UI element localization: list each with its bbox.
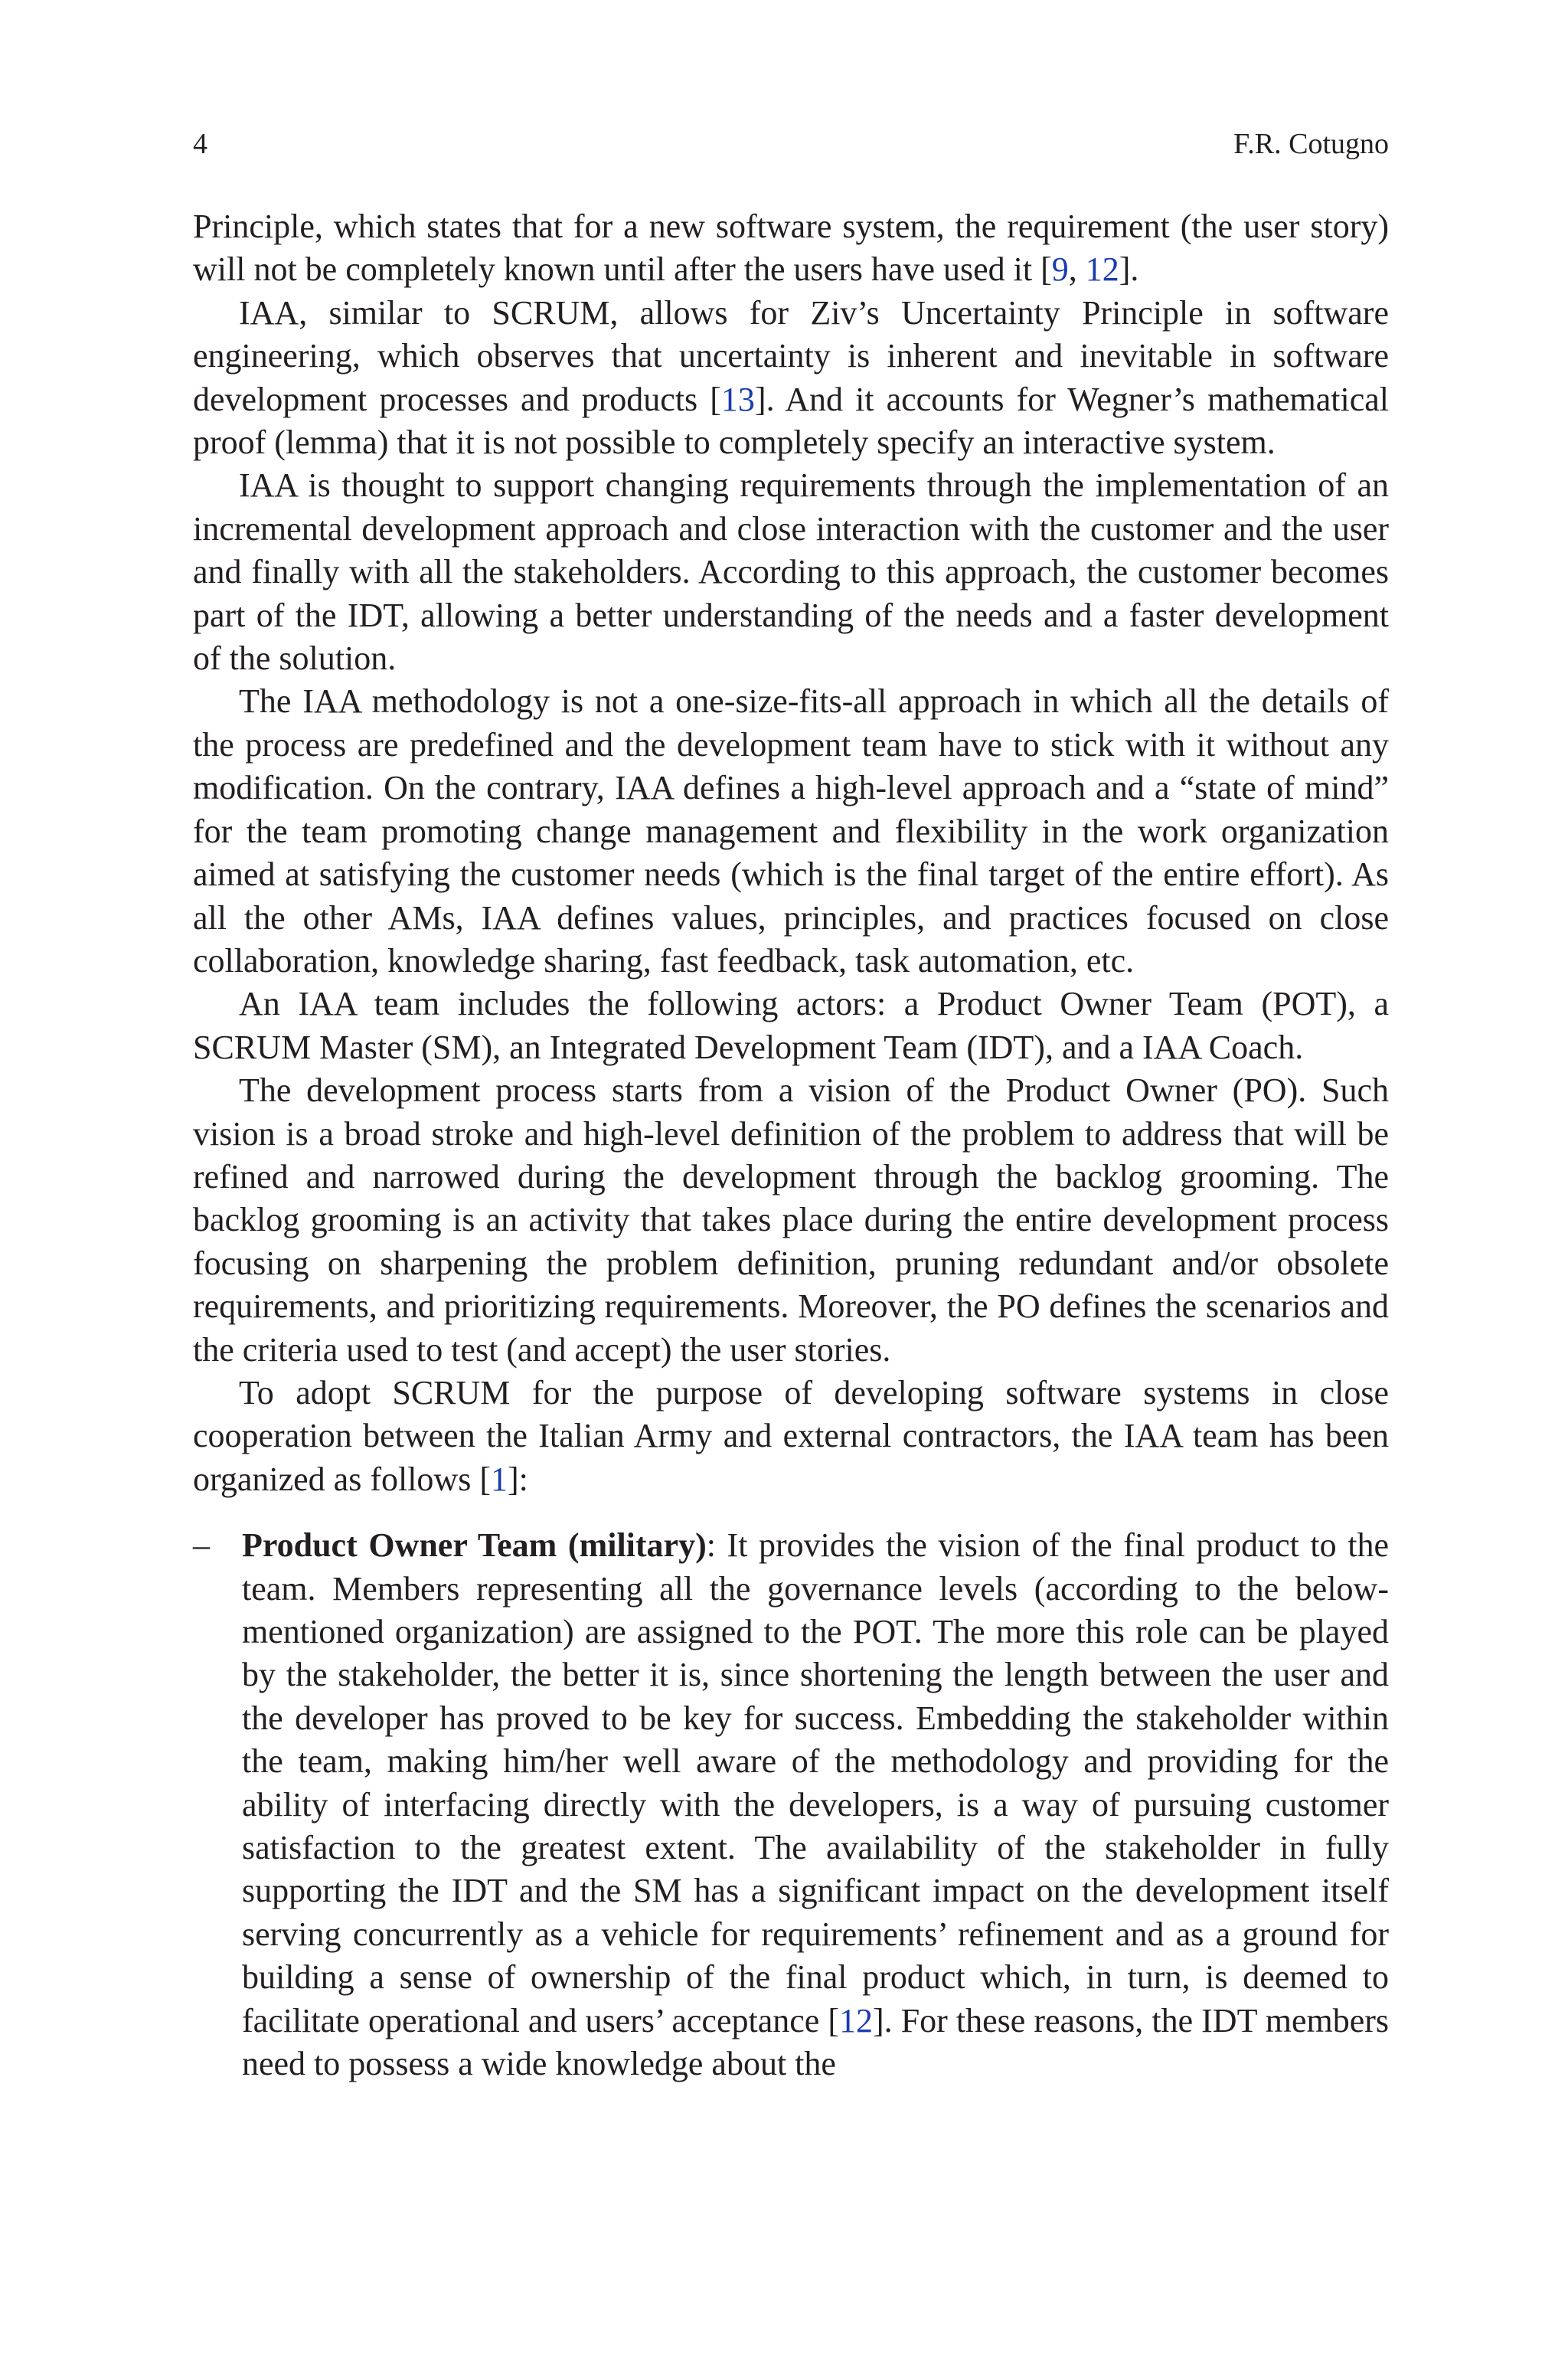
paragraph-5: An IAA team includes the following actors: a Product Owner Team (POT), a SCRUM Master (SM), an Integrated Development Team (IDT), and a IAA Coach. <box>193 985 1389 1066</box>
page-number: 4 <box>193 128 207 160</box>
citation-link[interactable]: 1 <box>490 1460 508 1498</box>
paragraph-3: IAA is thought to support changing requirements through the implementation of an incremental development approach and close interaction with the customer and the user and finally with all the stakeholders. According to this approach, the customer becomes part of the IDT, allowing a better understanding of the needs and a faster development of the solution. <box>193 466 1389 678</box>
running-head: F.R. Cotugno <box>1233 128 1389 160</box>
paragraph-1: Principle, which states that for a new software system, the requirement (the user story) will not be completely known until after the users have used it [9, 12]. <box>193 208 1389 289</box>
paragraph-7: To adopt SCRUM for the purpose of developing software systems in close cooperation between the Italian Army and external contractors, the IAA team has been organized as follows [1]: <box>193 1373 1389 1498</box>
citation-link[interactable]: 9 <box>1051 250 1069 289</box>
paragraph-6: The development process starts from a vision of the Product Owner (PO). Such vision is a broad stroke and high-level definition of the problem to address that will be refined and narrowed during the development through the backlog grooming. The backlog grooming is an activity that takes place during the entire development process focusing on sharpening the problem definition, pruning redundant and/or obsolete requirements, and prioritizing requirements. Moreover, the PO defines the scenarios and the criteria used to test (and accept) the user stories. <box>193 1071 1389 1369</box>
page-body <box>193 205 1389 2085</box>
citation-link[interactable]: 12 <box>839 2001 873 2039</box>
citation-link[interactable]: 13 <box>720 380 755 418</box>
list-item-product-owner-team: – Product Owner Team (military): It provides the vision of the final product to the team. Members representing all the governance levels (according to the below-mentioned organization) are assigned to the POT. The more this role can be played by the stakeholder, the better it is, since shortening the length between the user and the developer has proved to be key for success. Embedding the stakeholder within the team, making him/her well aware of the methodology and providing for the ability of interfacing directly with the developers, is a way of pursuing customer satisfaction to the greatest extent. The availability of the stakeholder in fully supporting the IDT and the SM has a significant impact on the development itself serving concurrently as a vehicle for requirements’ refinement and as a ground for building a sense of ownership of the final product which, in turn, is deemed to facilitate operational and users’ acceptance [12]. For these reasons, the IDT members need to possess a wide knowledge about the <box>193 1524 1389 2085</box>
paragraph-2: IAA, similar to SCRUM, allows for Ziv’s Uncertainty Principle in software engineering, which observes that uncertainty is inherent and inevitable in software development processes and products [13]. And it accounts for Wegner’s mathematical proof (lemma) that it is not possible to completely specify an interactive system. <box>193 293 1389 462</box>
list-bullet: – <box>193 1526 210 1565</box>
paragraph-4: The IAA methodology is not a one-size-fits-all approach in which all the details of the process are predefined and the development team have to stick with it without any modification. On the contrary, IAA defines a high-level approach and a “state of mind” for the team promoting change management and flexibility in the work organization aimed at satisfying the customer needs (which is the final target of the entire effort). As all the other AMs, IAA defines values, principles, and practices focused on close collaboration, knowledge sharing, fast feedback, task automation, etc. <box>193 682 1389 980</box>
citation-link[interactable]: 12 <box>1085 250 1119 289</box>
page-header <box>193 123 1389 165</box>
list-term: Product Owner Team (military) <box>242 1526 707 1565</box>
